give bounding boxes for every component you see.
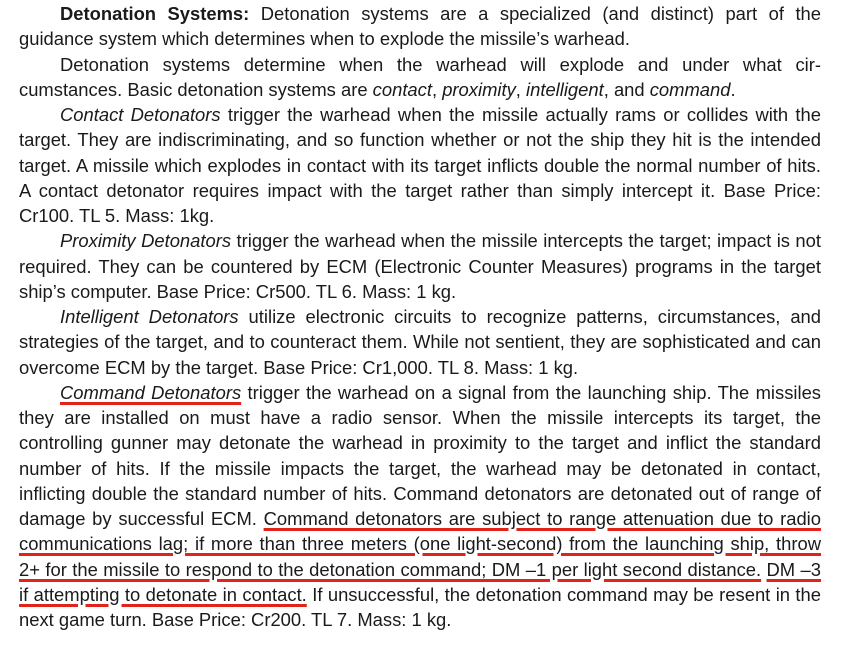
intelligent-detonators-term: Intelligent Detonators: [60, 306, 239, 327]
separator: ,: [431, 78, 443, 100]
type-proximity: proximity: [442, 78, 516, 100]
contact-detonators-text: trigger the warhead when the missile actually rams or collides with the target. They are indiscriminating, and so function whether or not the ship they hit is the intended target. A missile which explodes in contact with its target inflicts double the normal number of hits. A contact detonator requires impact with the target rather than simply intercept it. Base Price: Cr100. TL 5. Mass: 1kg.: [19, 104, 821, 226]
proximity-detonators-text: trigger the warhead when the missile intercepts the target; impact is not required. They can be countered by ECM (Electronic Counter Measures) programs in the target ship’s computer. Base Price: Cr500. TL 6. Mass: 1 kg.: [19, 230, 821, 302]
intelligent-detonators-text: utilize electronic circuits to recognize patterns, circumstances, and strategies of the target, and to counteract them. While not sentient, they are sophisticated and can overcome ECM by the target. Base Price: Cr1,000. TL 8. Mass: 1 kg.: [19, 306, 822, 378]
overview-end: .: [730, 78, 736, 100]
separator: ,: [515, 78, 527, 100]
type-command: command: [649, 78, 731, 100]
section-heading: Detonation Systems:: [60, 3, 250, 24]
section-intro-text: Detonation systems are a specialized (and distinct) part of the guidance system which determines when to explode the missile’s warhead.: [19, 3, 822, 50]
overview-text: Detonation systems determine when the warhead will explode and under what circumstances. Basic detonation systems are: [19, 53, 821, 100]
contact-detonators-term: Contact Detonators: [60, 104, 221, 125]
command-detonators-term: Command Detonators: [60, 381, 242, 403]
proximity-detonators-term: Proximity Detonators: [60, 230, 232, 252]
command-detonators-text-end: If unsuccessful, the detonation command may be resent in the next game turn. Base Price: Cr200. TL 7. Mass: 1 kg.: [19, 583, 821, 630]
separator: , and: [603, 78, 650, 100]
command-detonators-text: trigger the warhead on a signal from the launching ship. The missiles they are installed on must have a radio sensor. When the missile intercepts its target, the controlling gunner may detonate the warhead in proximity to the target and inflict the standard number of hits. If the missile impacts the target, the warhead may be detonated in contact, inflicting double the standard number of hits. Command detonators are detonated out of range of damage by successful ECM.: [19, 381, 822, 529]
paragraph-proximity-detonators: [19, 228, 821, 304]
type-intelligent: intelligent: [526, 78, 604, 100]
paragraph-detonation-systems: [19, 1, 821, 52]
underlined-contact-dm-rule: DM –3 if attempting to detonate in contact.: [19, 558, 821, 605]
paragraph-contact-detonators: [19, 102, 821, 228]
document-page: [19, 1, 821, 632]
underlined-range-attenuation-rule: Command detonators are subject to range attenuation due to radio communications lag; if more than three meters (one light-second) from the launching ship, throw 2+ for the missile to respond to the detonation command; DM –1 per light second distance.: [19, 508, 822, 580]
type-contact: contact: [372, 78, 432, 100]
paragraph-overview: [19, 52, 821, 103]
paragraph-intelligent-detonators: [19, 304, 821, 380]
paragraph-command-detonators: [19, 380, 821, 633]
